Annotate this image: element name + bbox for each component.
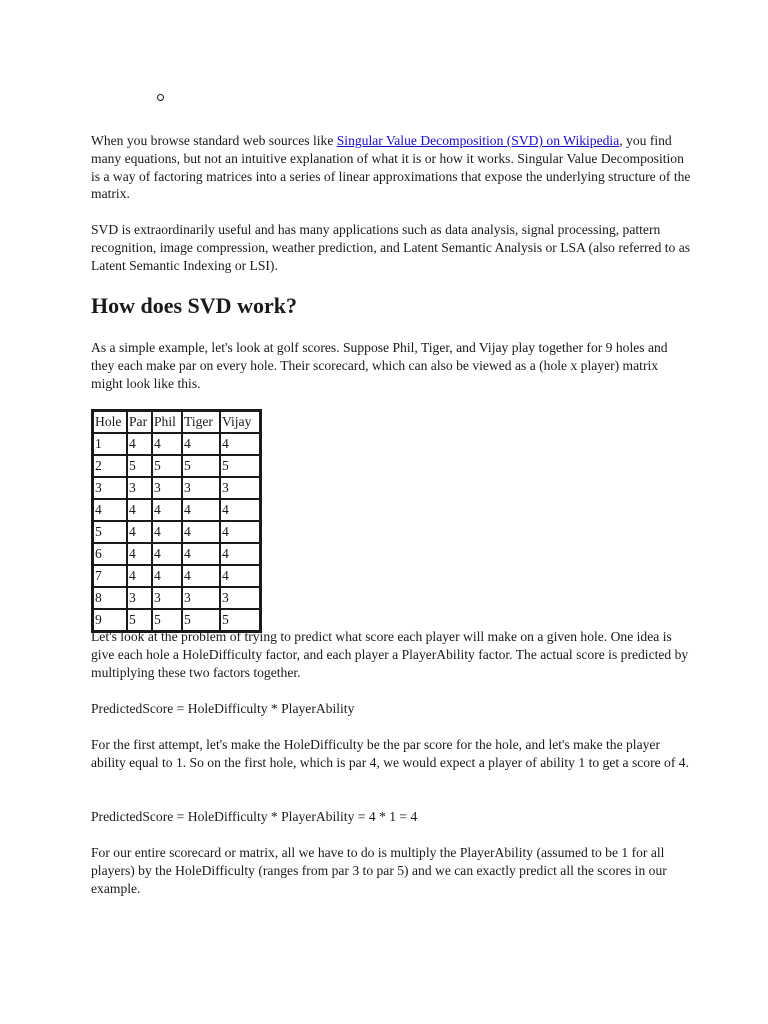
intro-paragraph-2: SVD is extraordinarily useful and has many applications such as data analysis, signal processing, pattern recognition, image compression, weather prediction, and Latent Semantic Analysis or LSA (also referred to as Latent Semantic Indexing or LSI). [91, 222, 691, 273]
table-row [93, 521, 260, 543]
table-header-cell: Par [127, 411, 152, 433]
scorecard-conclusion-paragraph: For our entire scorecard or matrix, all we have to do is multiply the PlayerAbility (assumed to be 1 for all players) by the HoleDifficulty (ranges from par 3 to par 5) and we can exactly predict all the scores in our example. [91, 845, 667, 896]
table-cell: 4 [127, 521, 152, 543]
table-cell: 9 [93, 609, 127, 631]
intro-text-after-link: , you find many equations, but not an intuitive explanation of what it is or how it works. Singular Value Decomposition is a way of factoring matrices into a series of linear approximations that expose the underlying structure of the matrix. [91, 133, 691, 202]
table-cell: 1 [93, 433, 127, 455]
table-header-cell: Vijay [220, 411, 260, 433]
table-cell: 3 [152, 477, 182, 499]
table-cell: 5 [127, 455, 152, 477]
table-cell: 4 [152, 565, 182, 587]
table-cell: 3 [127, 477, 152, 499]
table-cell: 2 [93, 455, 127, 477]
table-cell: 4 [182, 521, 220, 543]
table-cell: 3 [220, 587, 260, 609]
table-cell: 4 [182, 565, 220, 587]
table-cell: 4 [220, 521, 260, 543]
table-cell: 4 [220, 433, 260, 455]
table-row [93, 587, 260, 609]
wikipedia-svd-link[interactable]: Singular Value Decomposition (SVD) on Wikipedia [336, 133, 620, 148]
table-cell: 8 [93, 587, 127, 609]
section-heading: How does SVD work? [91, 293, 297, 318]
table-cell: 4 [152, 433, 182, 455]
table-row [93, 499, 260, 521]
table-cell: 5 [182, 609, 220, 631]
table-cell: 6 [93, 543, 127, 565]
table-cell: 3 [152, 587, 182, 609]
table-cell: 4 [220, 565, 260, 587]
table-cell: 5 [152, 609, 182, 631]
table-header-cell: Phil [152, 411, 182, 433]
table-cell: 3 [182, 477, 220, 499]
table-cell: 4 [152, 543, 182, 565]
table-cell: 4 [182, 499, 220, 521]
table-cell: 4 [182, 543, 220, 565]
table-cell: 3 [220, 477, 260, 499]
table-cell: 5 [220, 609, 260, 631]
table-cell: 5 [127, 609, 152, 631]
table-header-cell: Tiger [182, 411, 220, 433]
table-row [93, 433, 260, 455]
intro-text-before-link: When you browse standard web sources like [91, 133, 337, 148]
golf-example-paragraph: As a simple example, let's look at golf scores. Suppose Phil, Tiger, and Vijay play together for 9 holes and they each make par on every hole. Their scorecard, which can also be viewed as a (hole x player) matrix might look like this. [91, 340, 668, 391]
table-row [93, 455, 260, 477]
table-cell: 5 [93, 521, 127, 543]
table-cell: 3 [93, 477, 127, 499]
table-cell: 3 [127, 587, 152, 609]
table-cell: 4 [152, 521, 182, 543]
table-cell: 4 [93, 499, 127, 521]
list-bullet-icon [157, 94, 164, 101]
table-cell: 4 [182, 433, 220, 455]
table-header-row [93, 411, 260, 433]
table-cell: 7 [93, 565, 127, 587]
scorecard-table [91, 409, 262, 633]
table-cell: 4 [127, 543, 152, 565]
table-cell: 3 [182, 587, 220, 609]
table-row [93, 477, 260, 499]
table-header-cell: Hole [93, 411, 127, 433]
table-cell: 5 [182, 455, 220, 477]
prediction-paragraph: Let's look at the problem of trying to predict what score each player will make on a given hole. One idea is give each hole a HoleDifficulty factor, and each player a PlayerAbility factor. The actual score is predicted by multiplying these two factors together. [91, 629, 689, 680]
table-cell: 4 [127, 499, 152, 521]
table-row [93, 565, 260, 587]
table-cell: 5 [220, 455, 260, 477]
formula-line-2: PredictedScore = HoleDifficulty * PlayerAbility = 4 * 1 = 4 [91, 809, 418, 824]
table-cell: 4 [127, 565, 152, 587]
table-row [93, 543, 260, 565]
table-cell: 4 [127, 433, 152, 455]
formula-line-1: PredictedScore = HoleDifficulty * PlayerAbility [91, 701, 355, 716]
table-cell: 4 [152, 499, 182, 521]
intro-paragraph-1 [91, 132, 691, 203]
first-attempt-paragraph: For the first attempt, let's make the HoleDifficulty be the par score for the hole, and let's make the player ability equal to 1. So on the first hole, which is par 4, we would expect a player of ability 1 to get a score of 4. [91, 737, 689, 770]
table-cell: 4 [220, 499, 260, 521]
table-cell: 5 [152, 455, 182, 477]
table-cell: 4 [220, 543, 260, 565]
